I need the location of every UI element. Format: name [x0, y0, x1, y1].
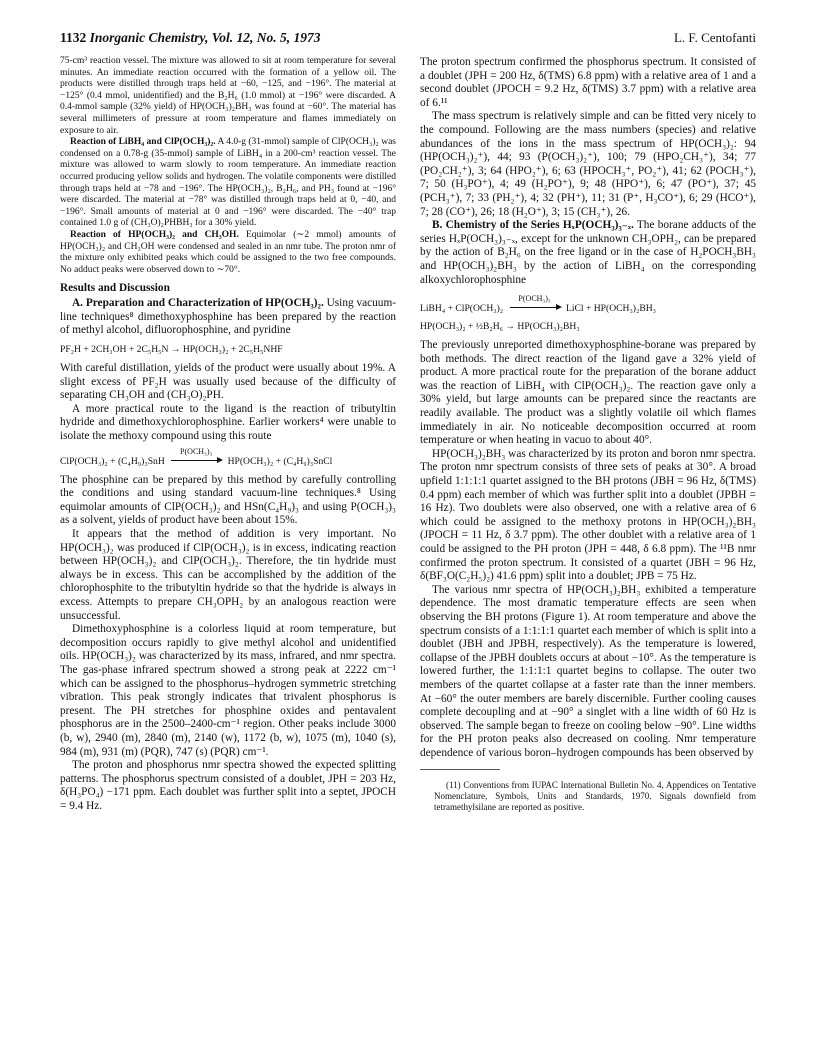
journal-name: Inorganic Chemistry, — [89, 30, 209, 45]
equation-2-products: HP(OCH₃)₂ + (C₄H₉)₃SnCl — [227, 455, 333, 467]
paragraph-colorless-liquid: Dimethoxyphosphine is a colorless liquid at room temperature, but decomposition occurs rapidly to give methyl alcohol and unidentified oils. HP(OCH₃)₂ was characterized by its mass, infrared, and nmr spectra. The gas-phase infrared spectrum showed a strong peak at 2222 cm⁻¹ which can be assigned to the phosphorus–hydrogen symmetric stretching vibration. This peak strongly indicates that trivalent phosphorus is present. The PH stretches for phosphine oxides and pentavalent phosphorus are in the 2500–2400-cm⁻¹ region. Other peaks include 3000 (b, w), 2940 (m), 2840 (m), 2140 (w), 1172 (b, w), 1075 (m), 1040 (s), 984 (m), 931 (m) (PQR), 747 (s) (PQR) cm⁻¹. — [60, 623, 396, 758]
run-in-heading-ch3oh: Reaction of HP(OCH₃)₂ and CH₃OH. — [70, 229, 239, 240]
equation-3-products: LiCl + HP(OCH₃)₂BH₃ — [565, 303, 657, 315]
left-column — [60, 56, 396, 1046]
reaction-arrow — [506, 294, 564, 315]
header-left — [60, 30, 321, 46]
paragraph-nmr-spectra: The proton and phosphorus nmr spectra showed the expected splitting patterns. The phosphorus spectrum consisted of a doublet, JPH = 203 Hz, δ(H₃PO₄) −171 ppm. Each doublet was further split into a septet, JPOCH = 9.4 Hz. — [60, 759, 396, 812]
equation-2 — [60, 446, 396, 468]
page-number: 1132 — [60, 30, 87, 45]
reaction-arrow — [167, 446, 225, 468]
equation-4: HP(OCH₃)₂ + ½B₂H₆ → HP(OCH₃)₂BH₃ — [420, 321, 580, 333]
equation-3-reactants: LiBH₄ + ClP(OCH₃)₂ — [420, 303, 504, 315]
volume-info: Vol. 12, No. 5, 1973 — [211, 30, 321, 45]
subsection-b-title: B. Chemistry of the Series HₓP(OCH₃)₃₋ₓ. — [432, 219, 634, 232]
equation-1: PF₂H + 2CH₃OH + 2C₅H₅N → HP(OCH₃)₂ + 2C₅H₅NHF — [60, 344, 283, 356]
paragraph-ch3oh-body: Equimolar (∼2 mmol) amounts of HP(OCH₃)₂ and CH₃OH were condensed and sealed in an nmr tube. The proton nmr of the mixture only exhibited peaks which could be assigned to the two free compounds. No adduct peaks were observed down to ∼70°. — [60, 229, 396, 275]
footnote-11: (11) Conventions from IUPAC International Bulletin No. 4, Appendices on Tentative Nomenclature, Symbols, Units and Standards, 1970. Signals downfield from tetramethylsilane are reported as positive. — [434, 779, 756, 812]
paragraph-experimental-continuation: 75-cm³ reaction vessel. The mixture was allowed to sit at room temperature for several minutes. An immediate reaction occurred with the formation of a yellow oil. The products were distilled through traps held at −60, −125, and −196°. The material at −125° (0.4 mmol, unidentified) and the B₂H₆ (1.0 mmol) at −196° were discarded. A 0.4-mmol sample (32% yield) of HP(OCH₃)₂BH₃ was found at −60°. The material has several millimeters of pressure at room temperature and flames immediately on exposure to air. — [60, 56, 396, 136]
footnote-rule — [420, 769, 500, 770]
paragraph-mass-spectrum: The mass spectrum is relatively simple and can be fitted very nicely to the compound. Following are the mass numbers (species) and relative abundances of the ions in the mass spectrum of HP(OCH₃)₂: 94 (HP(OCH₃)₂⁺), 44; 93 (P(OCH₃)₂⁺), 100; 79 (HPO₂CH₃⁺), 34; 77 (PO₂CH₂⁺), 3; 64 (HPO₂⁺), 6; 63 (HPOCH₃⁺, PO₂⁺), 41; 62 (POCH₃⁺), 7; 50 (H₃PO⁺), 4; 49 (H₂PO⁺), 9; 48 (HPO⁺), 6; 47 (PO⁺), 37; 45 (PCH₃⁺), 7; 33 (PH₂⁺), 4; 32 (PH⁺), 11; 31 (P⁺, H₃CO⁺), 6; 29 (HCO⁺), 7; 28 (CO⁺), 26; 18 (H₂O⁺), 3; 15 (CH₃⁺), 26. — [420, 110, 756, 218]
paragraph-subsection-a — [60, 297, 396, 338]
run-in-heading-libh4: Reaction of LiBH₄ and ClP(OCH₃)₂. — [70, 137, 216, 148]
section-title: Results and Discussion — [60, 282, 170, 295]
paragraph-temperature-dependence: The various nmr spectra of HP(OCH₃)₂BH₃ exhibited a temperature dependence. The most dramatic temperature effects are seen when observing the BH protons (Figure 1). At room temperature and above the spectrum consists of a 1:1:1:1 quartet each member of which is split into a doublet (JBH and JPBH, respectively). As the temperature is lowered, collapse of the JPBH doublets occurs at about −10°. As the temperature is lowered further, the 1:1:1:1 quartet begins to collapse. The outer two members of the quartet collapse at a faster rate than the inner members. At −60° the outer members are barely discernible. Further cooling causes complete decoupling and at −90° a singlet with a line width of 60 Hz is observed. The sample began to freeze on cooling below −90°. Line widths for the PH proton peaks also decreased on cooling. Nmr temperature dependence of various boron–hydrogen compounds has been observed by — [420, 583, 756, 759]
paragraph-practical-route: A more practical route to the ligand is the reaction of tributyltin hydride and dimethoxychlorophosphine. Earlier workers⁴ were unable to isolate the methoxy compound using this route — [60, 402, 396, 443]
page-header — [60, 30, 756, 50]
paragraph-distillation: With careful distillation, yields of the product were usually about 19%. A slight excess of PF₂H was usually used because of the difficulty of separating CH₃OH and (CH₃O)₂PH. — [60, 362, 396, 402]
subsection-a-title: A. Preparation and Characterization of HP(OCH₃)₂. — [72, 297, 324, 310]
paragraph-characterization: HP(OCH₃)₂BH₃ was characterized by its proton and boron nmr spectra. The proton nmr spectrum consists of three sets of peaks at 30°. A broad upfield 1:1:1:1 quartet assigned to the BH protons (JBH = 96 Hz, δ(TMS) 0.4 ppm) each member of which was further split into a doublet (JPBH = 16 Hz). Two doublets were also observed, one with a relative area of 6 which could be assigned to the methoxy protons in HP(OCH₃)₂BH₃ (JPOCH = 11 Hz, δ 3.7 ppm). The other doublet with a relative area of 1 could be assigned to the PH proton (JPH = 448, δ 6.8 ppm). The ¹¹B nmr confirmed the proton spectrum. It consisted of a quartet (JBH = 96 Hz, δ(BF₃O(C₂H₅)₂) 41.6 ppm) split into a doublet; JPB = 75 Hz. — [420, 447, 756, 583]
paragraph-addition-method: It appears that the method of addition is very important. No HP(OCH₃)₂ was produced if ClP(OCH₃)₂ is in excess, indicating reaction between HP(OCH₃)₂ and ClP(OCH₃)₂. Therefore, the tin hydride must always be in excess. This can be accomplished by the addition of the chlorophosphite to the tributyltin hydride so that the hydride is always in excess. Attempts to prepare CH₃OPH₂ by an analogous reaction were unsuccessful. — [60, 528, 396, 622]
paragraph-subsection-b — [420, 219, 756, 287]
paragraph-proton-spectrum: The proton spectrum confirmed the phosphorus spectrum. It consisted of a doublet (JPH = 200 Hz, δ(TMS) 6.8 ppm) with a relative area of 1 and a second doublet (JPOCH = 9.2 Hz, δ(TMS) 3.7 ppm) with a relative area of 6.¹¹ — [420, 56, 756, 109]
results-body — [60, 297, 396, 813]
header-author: L. F. Centofanti — [673, 30, 756, 45]
right-body — [420, 56, 756, 813]
paragraph-libh4-reaction — [60, 137, 396, 230]
subsection-a-body: Using vacuum-line techniques⁸ dimethoxyphosphine has been prepared by the reaction of methyl alcohol, difluorophosphine, and pyridine — [60, 297, 396, 337]
equation-2-solvent: P(OCH₃)₃ — [180, 446, 213, 456]
paragraph-libh4-body: A 4.0-g (31-mmol) sample of ClP(OCH₃)₂ was condensed on a 0.78-g (35-mmol) sample of LiBH₄ in a 200-cm³ reaction vessel. The mixture was allowed to warm slowly to room temperature. An immediate reaction occurred producing yellow solids and hydrogen. The volatile components were distilled through traps held at −78 and −196°. The HP(OCH₃)₂, B₂H₆, and PH₃ found at −196° were discarded. The material at −78° was distilled through traps held at 0, −40, and −196°. Small amounts of material at 0 and −196° were discarded. The −40° trap contained 1.0 g of (CH₃O)₂PHBH₃ for a 30% yield. — [60, 137, 396, 229]
equation-3 — [420, 294, 756, 315]
paragraph-phosphine-method: The phosphine can be prepared by this method by carefully controlling the conditions and using standard vacuum-line techniques.⁸ Using equimolar amounts of ClP(OCH₃)₂ and HSn(C₄H₉)₃ and using P(OCH₃)₃ as a solvent, yields of product have been about 15%. — [60, 473, 396, 527]
right-column — [420, 56, 756, 1046]
paragraph-ch3oh-reaction — [60, 230, 396, 276]
experimental-section — [60, 56, 396, 276]
equation-3-solvent: P(OCH₃)₃ — [518, 294, 551, 304]
equation-2-reactants: ClP(OCH₃)₂ + (C₄H₉)₃SnH — [60, 455, 165, 467]
subsection-b-body: The borane adducts of the series HₓP(OCH₃)₃₋ₓ, except for the unknown CH₃OPH₂, can be prepared by the action of B₂H₆ on the free ligand or in the case of H₂POCH₃BH₃ and HP(OCH₃)₂BH₃ by the action of LiBH₄ on the corresponding alkoxychlorophosphine — [420, 219, 756, 286]
paragraph-borane-prep: The previously unreported dimethoxyphosphine-borane was prepared by both methods. The direct reaction of the ligand gave a 32% yield of product. A more practical route for the preparation of the borane adduct was the reaction of LiBH₄ with ClP(OCH₃)₂. The reaction gave only a 30% yield, but large amounts can be prepared since the reactants are readily available. The product was a slightly volatile oil which flames immediately in air. No noticeable decomposition occurred at room temperature or when heating in vacuo to about 40°. — [420, 339, 756, 447]
